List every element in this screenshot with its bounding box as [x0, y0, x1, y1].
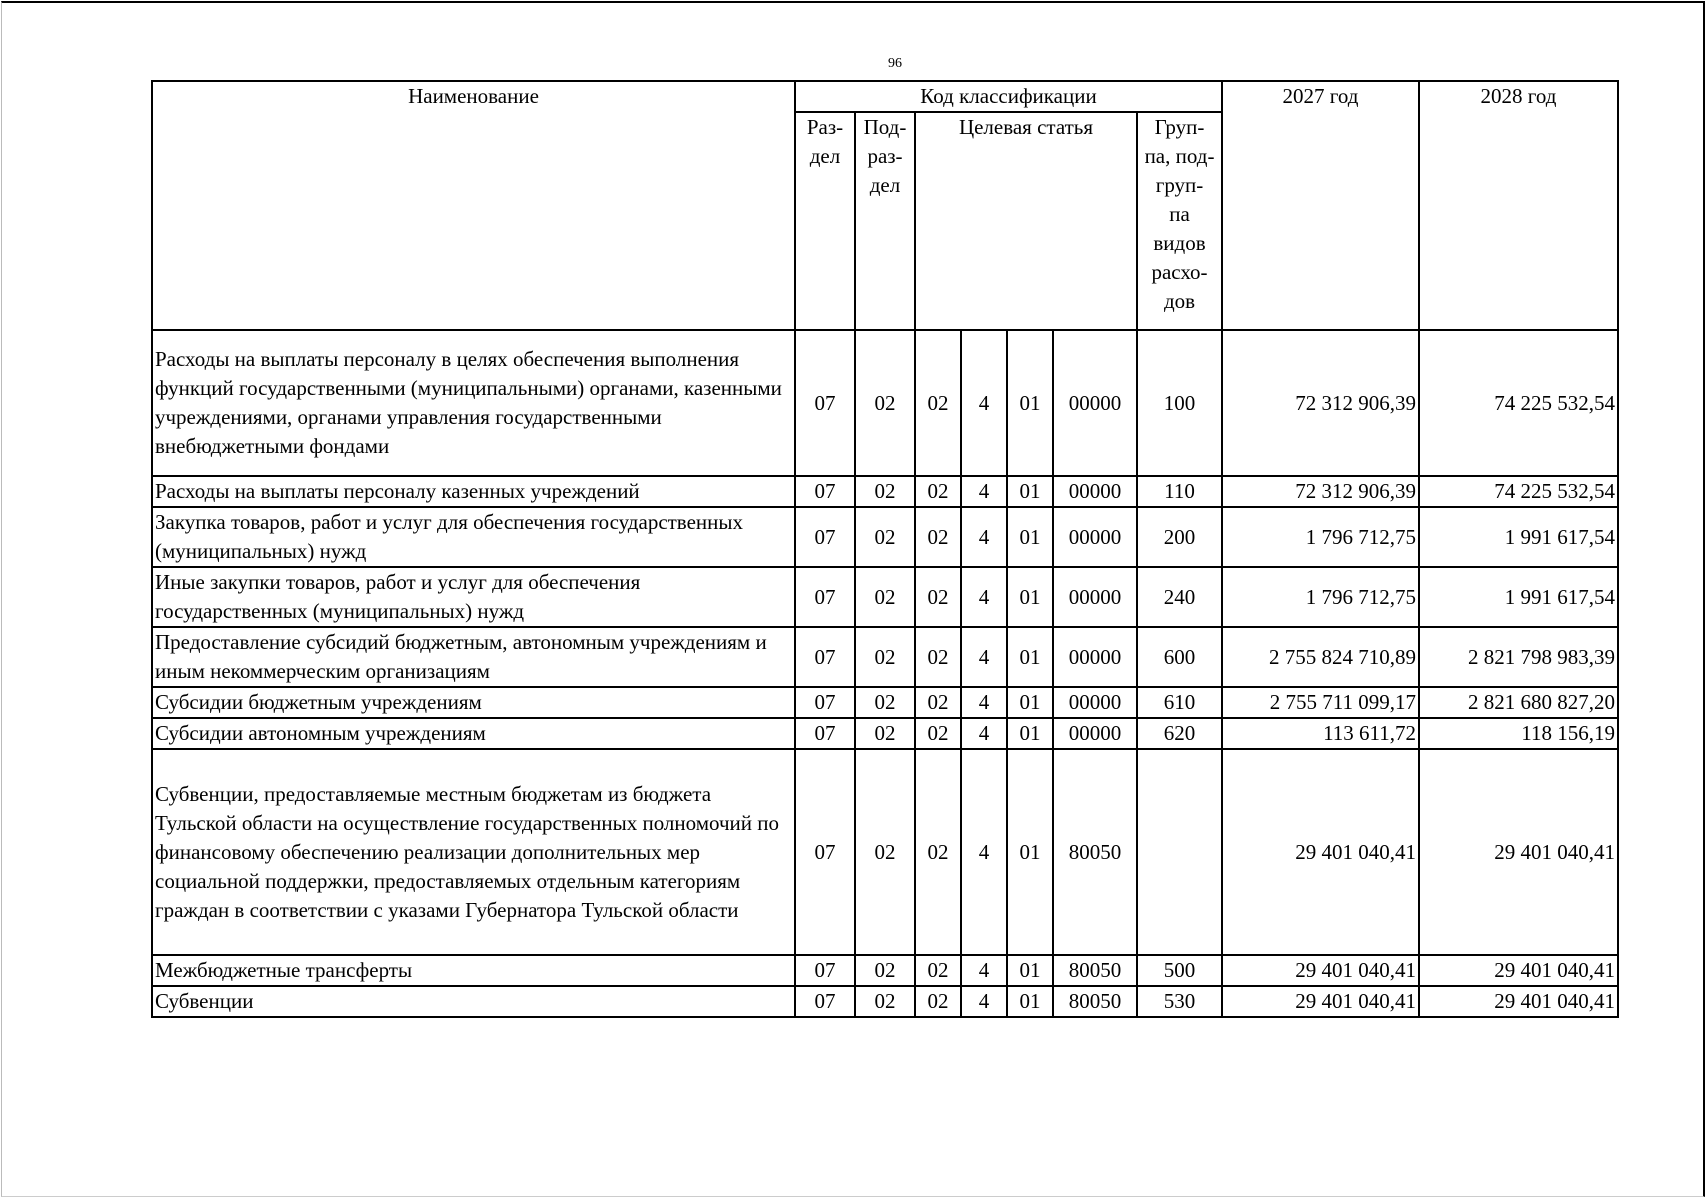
row-target-program: 02: [915, 986, 961, 1017]
row-amount-2028: 29 401 040,41: [1419, 749, 1618, 955]
row-amount-2028: 2 821 680 827,20: [1419, 687, 1618, 718]
row-target-program: 02: [915, 627, 961, 687]
row-name: Предоставление субсидий бюджетным, автономным учреждениям и иным некоммерческим организациям: [152, 627, 795, 687]
row-target-subprogram: 01: [1007, 955, 1053, 986]
row-section: 07: [795, 567, 855, 627]
row-target-subprogram: 01: [1007, 476, 1053, 507]
row-amount-2027: 29 401 040,41: [1222, 955, 1419, 986]
header-expense-group: Груп- па, под- груп- па видов расхо- дов: [1137, 112, 1222, 330]
row-expense-group: 100: [1137, 330, 1222, 476]
header-section: Раз- дел: [795, 112, 855, 330]
row-target-direction: 00000: [1053, 687, 1137, 718]
header-year-2027: 2027 год: [1222, 81, 1419, 330]
row-target-type: 4: [961, 476, 1007, 507]
page-number: 96: [888, 56, 902, 71]
row-target-subprogram: 01: [1007, 567, 1053, 627]
header-target-article: Целевая статья: [915, 112, 1137, 330]
header-name: Наименование: [152, 81, 795, 330]
header-year-2028: 2028 год: [1419, 81, 1618, 330]
row-target-type: 4: [961, 330, 1007, 476]
row-amount-2027: 72 312 906,39: [1222, 476, 1419, 507]
row-target-type: 4: [961, 986, 1007, 1017]
row-subsection: 02: [855, 718, 915, 749]
budget-table: [151, 80, 1619, 1018]
row-amount-2028: 2 821 798 983,39: [1419, 627, 1618, 687]
row-target-program: 02: [915, 507, 961, 567]
row-target-program: 02: [915, 476, 961, 507]
row-target-direction: 00000: [1053, 567, 1137, 627]
table-row: [152, 986, 1618, 1017]
row-subsection: 02: [855, 476, 915, 507]
table-row: [152, 507, 1618, 567]
row-target-program: 02: [915, 955, 961, 986]
row-target-program: 02: [915, 567, 961, 627]
row-amount-2028: 29 401 040,41: [1419, 986, 1618, 1017]
row-name: Расходы на выплаты персоналу казенных учреждений: [152, 476, 795, 507]
row-amount-2027: 1 796 712,75: [1222, 507, 1419, 567]
row-amount-2027: 72 312 906,39: [1222, 330, 1419, 476]
row-name: Межбюджетные трансферты: [152, 955, 795, 986]
row-name: Расходы на выплаты персоналу в целях обеспечения выполнения функций государственными (муниципальными) органами, казенными учреждениями, органами управления государственными внебюджетными фондами: [152, 330, 795, 476]
row-subsection: 02: [855, 986, 915, 1017]
table-row: [152, 749, 1618, 955]
row-target-type: 4: [961, 955, 1007, 986]
row-amount-2028: 74 225 532,54: [1419, 330, 1618, 476]
header-code-group: Код классификации: [795, 81, 1222, 112]
table-row: [152, 955, 1618, 986]
row-subsection: 02: [855, 567, 915, 627]
row-target-subprogram: 01: [1007, 627, 1053, 687]
row-target-subprogram: 01: [1007, 507, 1053, 567]
row-subsection: 02: [855, 330, 915, 476]
row-target-direction: 00000: [1053, 507, 1137, 567]
row-amount-2028: 74 225 532,54: [1419, 476, 1618, 507]
row-target-type: 4: [961, 567, 1007, 627]
row-target-program: 02: [915, 330, 961, 476]
table-body: [152, 330, 1618, 1017]
row-name: Иные закупки товаров, работ и услуг для обеспечения государственных (муниципальных) нужд: [152, 567, 795, 627]
row-section: 07: [795, 749, 855, 955]
row-expense-group: 610: [1137, 687, 1222, 718]
row-target-program: 02: [915, 687, 961, 718]
row-target-subprogram: 01: [1007, 986, 1053, 1017]
table-row: [152, 476, 1618, 507]
row-amount-2027: 2 755 711 099,17: [1222, 687, 1419, 718]
row-name: Субсидии бюджетным учреждениям: [152, 687, 795, 718]
row-section: 07: [795, 330, 855, 476]
table-row: [152, 330, 1618, 476]
row-target-direction: 80050: [1053, 749, 1137, 955]
row-expense-group: 600: [1137, 627, 1222, 687]
row-section: 07: [795, 507, 855, 567]
row-target-program: 02: [915, 718, 961, 749]
row-target-direction: 80050: [1053, 955, 1137, 986]
row-expense-group: 240: [1137, 567, 1222, 627]
row-section: 07: [795, 687, 855, 718]
row-expense-group: 110: [1137, 476, 1222, 507]
row-amount-2027: 113 611,72: [1222, 718, 1419, 749]
header-subsection: Под- раз- дел: [855, 112, 915, 330]
row-amount-2028: 118 156,19: [1419, 718, 1618, 749]
row-section: 07: [795, 627, 855, 687]
row-amount-2027: 29 401 040,41: [1222, 986, 1419, 1017]
table-row: [152, 718, 1618, 749]
row-amount-2027: 1 796 712,75: [1222, 567, 1419, 627]
row-amount-2028: 1 991 617,54: [1419, 567, 1618, 627]
row-target-program: 02: [915, 749, 961, 955]
row-target-subprogram: 01: [1007, 330, 1053, 476]
table-row: [152, 687, 1618, 718]
row-target-subprogram: 01: [1007, 687, 1053, 718]
row-name: Субсидии автономным учреждениям: [152, 718, 795, 749]
row-expense-group: 200: [1137, 507, 1222, 567]
header-row-1: [152, 81, 1618, 112]
row-name: Закупка товаров, работ и услуг для обеспечения государственных (муниципальных) нужд: [152, 507, 795, 567]
row-section: 07: [795, 476, 855, 507]
row-expense-group: 620: [1137, 718, 1222, 749]
row-amount-2028: 29 401 040,41: [1419, 955, 1618, 986]
row-expense-group: 530: [1137, 986, 1222, 1017]
row-target-direction: 80050: [1053, 986, 1137, 1017]
table-row: [152, 567, 1618, 627]
row-subsection: 02: [855, 955, 915, 986]
row-target-type: 4: [961, 749, 1007, 955]
row-target-type: 4: [961, 507, 1007, 567]
row-target-direction: 00000: [1053, 718, 1137, 749]
row-target-direction: 00000: [1053, 476, 1137, 507]
row-expense-group: 500: [1137, 955, 1222, 986]
row-target-direction: 00000: [1053, 330, 1137, 476]
row-name: Субвенции, предоставляемые местным бюджетам из бюджета Тульской области на осуществление государственных полномочий по финансовому обеспечению реализации дополнительных мер социальной поддержки, предоставляемых отдельным категориям граждан в соответствии с указами Губернатора Тульской области: [152, 749, 795, 955]
row-amount-2028: 1 991 617,54: [1419, 507, 1618, 567]
row-target-subprogram: 01: [1007, 718, 1053, 749]
row-target-subprogram: 01: [1007, 749, 1053, 955]
row-subsection: 02: [855, 687, 915, 718]
row-section: 07: [795, 955, 855, 986]
row-subsection: 02: [855, 507, 915, 567]
row-section: 07: [795, 986, 855, 1017]
row-subsection: 02: [855, 749, 915, 955]
row-target-type: 4: [961, 718, 1007, 749]
row-target-type: 4: [961, 627, 1007, 687]
row-amount-2027: 29 401 040,41: [1222, 749, 1419, 955]
table-header: [152, 81, 1618, 330]
table-row: [152, 627, 1618, 687]
row-target-direction: 00000: [1053, 627, 1137, 687]
row-amount-2027: 2 755 824 710,89: [1222, 627, 1419, 687]
row-subsection: 02: [855, 627, 915, 687]
row-expense-group: [1137, 749, 1222, 955]
row-section: 07: [795, 718, 855, 749]
row-name: Субвенции: [152, 986, 795, 1017]
row-target-type: 4: [961, 687, 1007, 718]
